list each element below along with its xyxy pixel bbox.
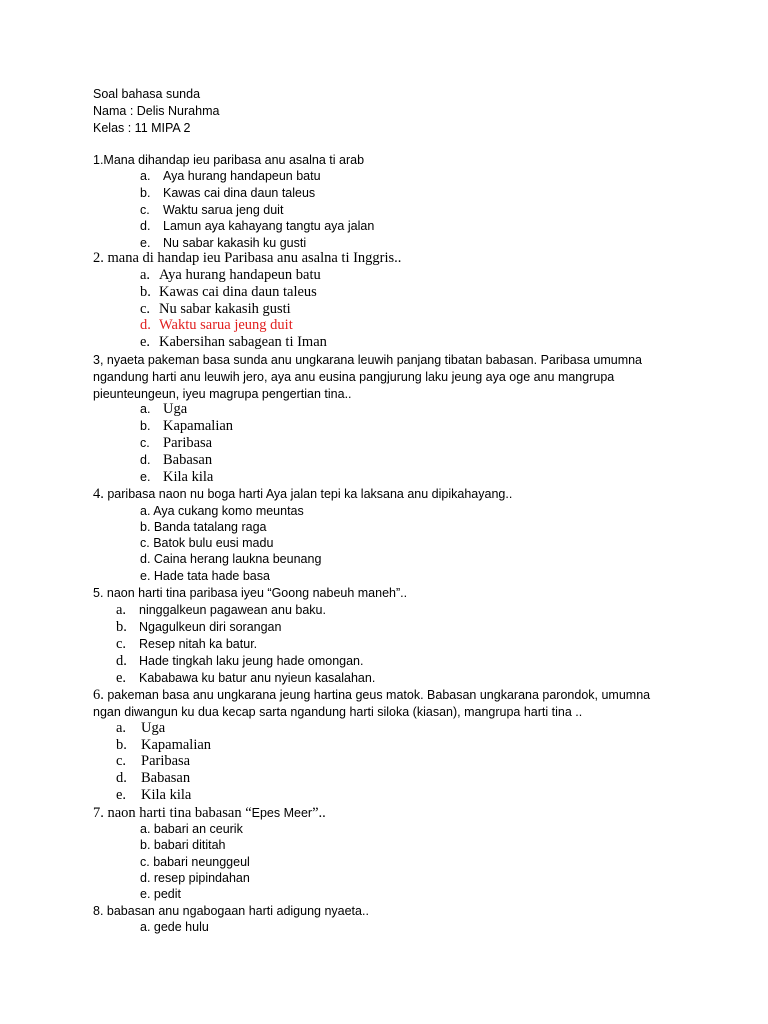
- document-title: Soal bahasa sunda: [93, 87, 201, 101]
- q2-option-c: c. Nu sabar kakasih gusti: [140, 301, 291, 317]
- q7-option-a: a. babari an ceurik: [140, 822, 243, 836]
- q4-option-a: a. Aya cukang komo meuntas: [140, 504, 304, 518]
- q1-option-c: c. Waktu sarua jeng duit: [140, 203, 284, 217]
- q1-option-e: e. Nu sabar kakasih ku gusti: [140, 236, 307, 250]
- q6-option-c: c. Paribasa: [116, 753, 191, 769]
- question-6-line-2: ngan diwangun ku dua kecap sarta ngandung harti siloka (kiasan), mangrupa harti tina ..: [93, 705, 583, 719]
- q5-option-d: d. Hade tingkah laku jeung hade omongan.: [116, 653, 364, 669]
- q2-option-e: e. Kabersihan sabagean ti Iman: [140, 334, 327, 350]
- q4-option-c: c. Batok bulu eusi madu: [140, 536, 274, 550]
- question-4-text: 4. paribasa naon nu boga harti Aya jalan tepi ka laksana anu dipikahayang..: [93, 486, 513, 502]
- question-1-text: 1.Mana dihandap ieu paribasa anu asalna ti arab: [93, 153, 365, 167]
- q2-option-d-highlighted: d. Waktu sarua jeung duit: [140, 317, 293, 333]
- q2-option-a: a. Aya hurang handapeun batu: [140, 267, 321, 283]
- q3-option-e: e. Kila kila: [140, 469, 214, 485]
- q3-option-a: a. Uga: [140, 401, 188, 417]
- q4-option-d: d. Caina herang laukna beunang: [140, 552, 322, 566]
- q4-option-e: e. Hade tata hade basa: [140, 569, 270, 583]
- q3-option-b: b. Kapamalian: [140, 418, 234, 434]
- q7-option-c: c. babari neunggeul: [140, 855, 250, 869]
- q3-option-d: d. Babasan: [140, 452, 213, 468]
- q8-option-a: a. gede hulu: [140, 920, 209, 934]
- q7-option-b: b. babari dititah: [140, 838, 226, 852]
- q7-option-e: e. pedit: [140, 887, 182, 901]
- q5-option-e: e. Kababawa ku batur anu nyieun kasalahan.: [116, 670, 376, 686]
- q4-option-b: b. Banda tatalang raga: [140, 520, 267, 534]
- q1-option-d: d. Lamun aya kahayang tangtu aya jalan: [140, 219, 375, 233]
- question-3-line-2: ngandung harti anu leuwih jero, aya anu eusina pangjurung laku jeung aya oge anu mangrupa: [93, 370, 615, 384]
- student-name: Nama : Delis Nurahma: [93, 104, 220, 118]
- q6-option-a: a. Uga: [116, 720, 166, 736]
- question-3-line-3: pieunteungeun, iyeu magrupa pengertian tina..: [93, 387, 352, 401]
- q7-option-d: d. resep pipindahan: [140, 871, 250, 885]
- question-8-text: 8. babasan anu ngabogaan harti adigung nyaeta..: [93, 904, 369, 918]
- question-2-text: 2. mana di handap ieu Paribasa anu asalna ti Inggris..: [93, 250, 402, 266]
- q3-option-c: c. Paribasa: [140, 435, 213, 451]
- q1-option-b: b. Kawas cai dina daun taleus: [140, 186, 316, 200]
- question-6-line-1: 6. pakeman basa anu ungkarana jeung hartina geus matok. Babasan ungkarana parondok, umumna: [93, 687, 651, 703]
- q5-option-c: c. Resep nitah ka batur.: [116, 636, 258, 652]
- q1-option-a: a. Aya hurang handapeun batu: [140, 169, 321, 183]
- student-class: Kelas : 11 MIPA 2: [93, 121, 191, 135]
- question-7-text: 7. naon harti tina babasan “Epes Meer”..: [93, 805, 326, 821]
- q5-option-a: a. ninggalkeun pagawean anu baku.: [116, 602, 326, 618]
- q6-option-e: e. Kila kila: [116, 787, 192, 803]
- question-3-line-1: 3, nyaeta pakeman basa sunda anu ungkarana leuwih panjang tibatan babasan. Paribasa umumna: [93, 353, 643, 367]
- q2-option-b: b. Kawas cai dina daun taleus: [140, 284, 317, 300]
- question-5-text: 5. naon harti tina paribasa iyeu “Goong nabeuh maneh”..: [93, 586, 408, 600]
- q6-option-b: b. Kapamalian: [116, 737, 212, 753]
- q5-option-b: b. Ngagulkeun diri sorangan: [116, 619, 282, 635]
- q6-option-d: d. Babasan: [116, 770, 191, 786]
